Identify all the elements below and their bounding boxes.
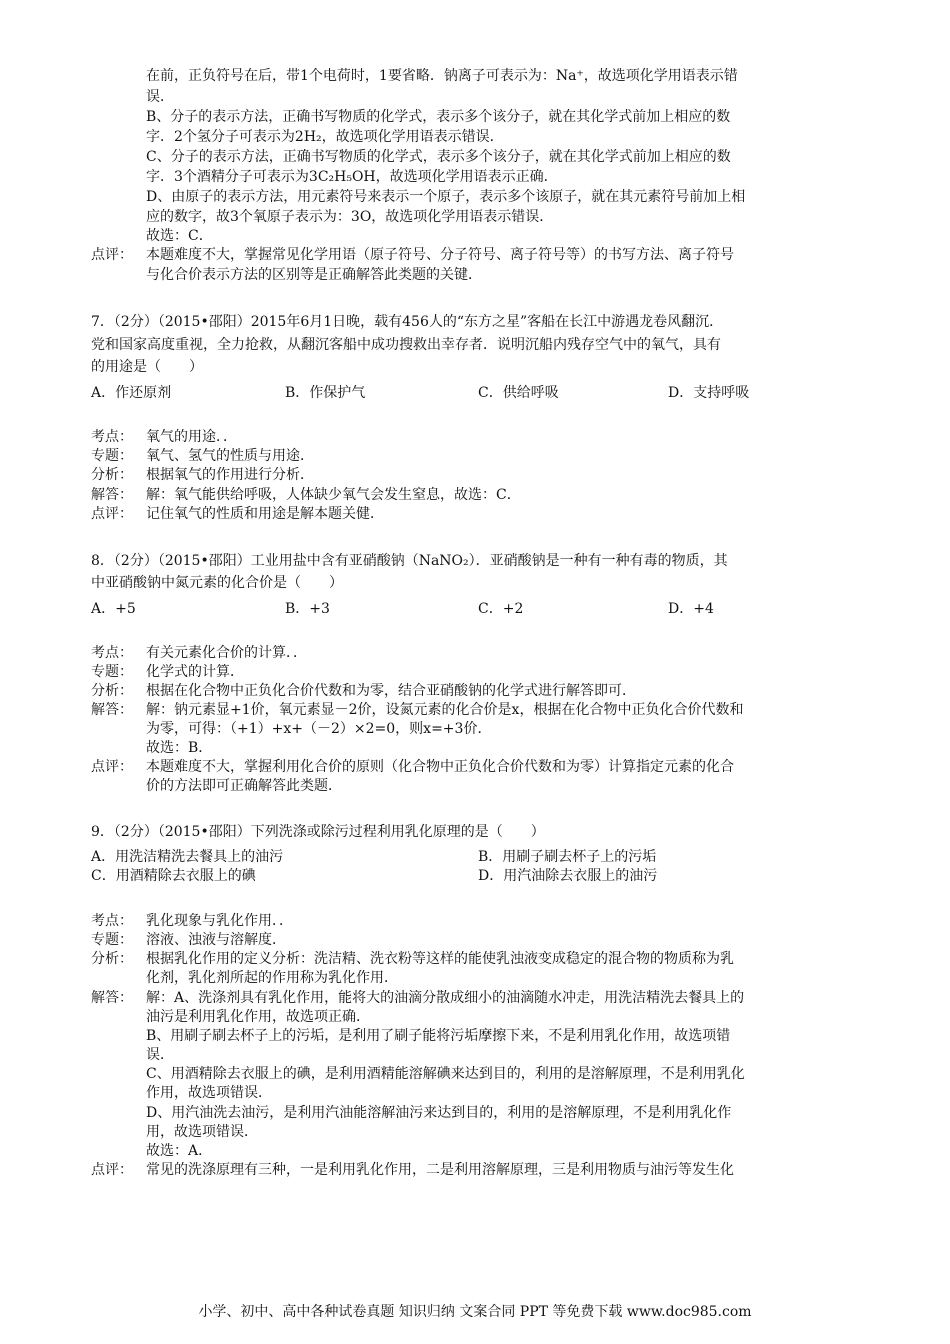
dianping-text: 记住氧气的性质和用途是解本题关健． <box>146 506 384 522</box>
page-footer: 小学、初中、高中各种试卷真题 知识归纳 文案合同 PPT 等免费下载 www.doc985.com <box>198 1304 752 1320</box>
jieda-text: 作用，故选项错误． <box>146 1085 272 1101</box>
text-line: 故选：C． <box>146 228 213 244</box>
question-stem: 8．（2分）（2015•邵阳）工业用盐中含有亚硝酸钠（NaNO₂）．亚硝酸钠是一种有一种有毒的物质，其 <box>91 553 728 569</box>
option-a: A．用洗洁精洗去餐具上的油污 <box>91 849 284 865</box>
fenxi-text: 化剂，乳化剂所起的作用称为乳化作用． <box>146 970 398 986</box>
comment-label: 点评： <box>91 247 133 263</box>
jieda-text: B、用刷子刷去杯子上的污垢，是利用了刷子能将污垢摩擦下来，不是利用乳化作用，故选项错 <box>146 1028 731 1044</box>
question-stem: 中亚硝酸钠中氮元素的化合价是（ ） <box>91 575 343 591</box>
zhuanti-text: 溶液、浊液与溶解度． <box>146 932 286 948</box>
jieda-text: 用，故选项错误． <box>146 1124 258 1140</box>
fenxi-text: 根据氧气的作用进行分析． <box>146 467 314 483</box>
zhuanti-label: 专题： <box>91 664 133 680</box>
question-stem: 9．（2分）（2015•邵阳）下列洗涤或除污过程利用乳化原理的是（ ） <box>91 824 545 840</box>
fenxi-text: 根据乳化作用的定义分析：洗洁精、洗衣粉等这样的能使乳浊液变成稳定的混合物的物质称为乳 <box>146 951 734 967</box>
jieda-text: 为零，可得：（+1）+x+（－2）×2=0，则x=+3价． <box>146 721 492 737</box>
fenxi-label: 分析： <box>91 951 133 967</box>
dianping-text: 本题难度不大，掌握利用化合价的原则（化合物中正负化合价代数和为零）计算指定元素的化合 <box>146 759 734 775</box>
kaodian-label: 考点： <box>91 645 133 661</box>
option-d: D．用汽油除去衣服上的油污 <box>478 868 658 884</box>
text-line: 应的数字，故3个氧原子表示为：3O，故选项化学用语表示错误． <box>146 209 554 225</box>
jieda-text: 油污是利用乳化作用，故选项正确． <box>146 1009 370 1025</box>
jieda-text: 解：氧气能供给呼吸，人体缺少氧气会发生窒息，故选：C． <box>146 487 521 503</box>
text-line: 误． <box>146 89 174 105</box>
text-line: 字．2个氢分子可表示为2H₂，故选项化学用语表示错误． <box>146 129 504 145</box>
dianping-text: 价的方法即可正确解答此类题． <box>146 778 342 794</box>
kaodian-label: 考点： <box>91 429 133 445</box>
jieda-text: 故选：A． <box>146 1143 213 1159</box>
dianping-label: 点评： <box>91 1162 133 1178</box>
option-b: B．作保护气 <box>285 385 366 401</box>
text-line: C、分子的表示方法，正确书写物质的化学式，表示多个该分子，就在其化学式前加上相应的数 <box>146 149 731 165</box>
kaodian-text: 有关元素化合价的计算．． <box>146 645 307 661</box>
comment-text: 本题难度不大，掌握常见化学用语（原子符号、分子符号、离子符号等）的书写方法、离子符号 <box>146 247 734 263</box>
jieda-text: 解：钠元素显+1价，氧元素显－2价，设氮元素的化合价是x，根据在化合物中正负化合价代数和 <box>146 702 744 718</box>
jieda-text: 故选：B． <box>146 740 213 756</box>
jieda-label: 解答： <box>91 702 133 718</box>
dianping-label: 点评： <box>91 506 133 522</box>
fenxi-label: 分析： <box>91 683 133 699</box>
kaodian-text: 氧气的用途．． <box>146 429 237 445</box>
fenxi-label: 分析： <box>91 467 133 483</box>
text-line: B、分子的表示方法，正确书写物质的化学式，表示多个该分子，就在其化学式前加上相应的数 <box>146 109 731 125</box>
zhuanti-label: 专题： <box>91 932 133 948</box>
jieda-text: D、用汽油洗去油污，是利用汽油能溶解油污来达到目的，利用的是溶解原理，不是利用乳化作 <box>146 1105 732 1121</box>
option-a: A．+5 <box>91 601 136 617</box>
text-line: 在前，正负符号在后，带1个电荷时，1要省略．钠离子可表示为：Na⁺，故选项化学用语表示错 <box>146 68 738 84</box>
zhuanti-text: 化学式的计算． <box>146 664 244 680</box>
question-stem: 7．（2分）（2015•邵阳）2015年6月1日晚，载有456人的“东方之星”客船在长江中游遇龙卷风翻沉． <box>91 314 724 330</box>
jieda-text: 解：A、洗涤剂具有乳化作用，能将大的油滴分散成细小的油滴随水冲走，用洗洁精洗去餐具上的 <box>146 990 745 1006</box>
jieda-label: 解答： <box>91 990 133 1006</box>
option-c: C．用酒精除去衣服上的碘 <box>91 868 256 884</box>
zhuanti-text: 氧气、氢气的性质与用途． <box>146 448 314 464</box>
dianping-label: 点评： <box>91 759 133 775</box>
text-line: D、由原子的表示方法，用元素符号来表示一个原子，表示多个该原子，就在其元素符号前加上相 <box>146 189 746 205</box>
text-line: 字．3个酒精分子可表示为3C₂H₅OH，故选项化学用语表示正确． <box>146 169 558 185</box>
question-stem: 的用途是（ ） <box>91 359 203 375</box>
jieda-text: 误． <box>146 1047 174 1063</box>
option-d: D．+4 <box>668 601 714 617</box>
option-c: C．+2 <box>478 601 524 617</box>
question-stem: 党和国家高度重视，全力抢救，从翻沉客船中成功搜救出幸存者．说明沉船内残存空气中的氧气，具有 <box>91 337 721 353</box>
zhuanti-label: 专题： <box>91 448 133 464</box>
jieda-text: C、用酒精除去衣服上的碘，是利用酒精能溶解碘来达到目的，利用的是溶解原理，不是利用乳化 <box>146 1066 745 1082</box>
option-b: B．用刷子刷去杯子上的污垢 <box>478 849 657 865</box>
option-b: B．+3 <box>285 601 330 617</box>
option-a: A．作还原剂 <box>91 385 172 401</box>
jieda-label: 解答： <box>91 487 133 503</box>
option-c: C．供给呼吸 <box>478 385 559 401</box>
comment-text: 与化合价表示方法的区别等是正确解答此类题的关键． <box>146 267 482 283</box>
kaodian-label: 考点： <box>91 913 133 929</box>
fenxi-text: 根据在化合物中正负化合价代数和为零，结合亚硝酸钠的化学式进行解答即可． <box>146 683 636 699</box>
dianping-text: 常见的洗涤原理有三种，一是利用乳化作用，二是利用溶解原理，三是利用物质与油污等发生化 <box>146 1162 734 1178</box>
kaodian-text: 乳化现象与乳化作用．． <box>146 913 293 929</box>
option-d: D．支持呼吸 <box>668 385 750 401</box>
